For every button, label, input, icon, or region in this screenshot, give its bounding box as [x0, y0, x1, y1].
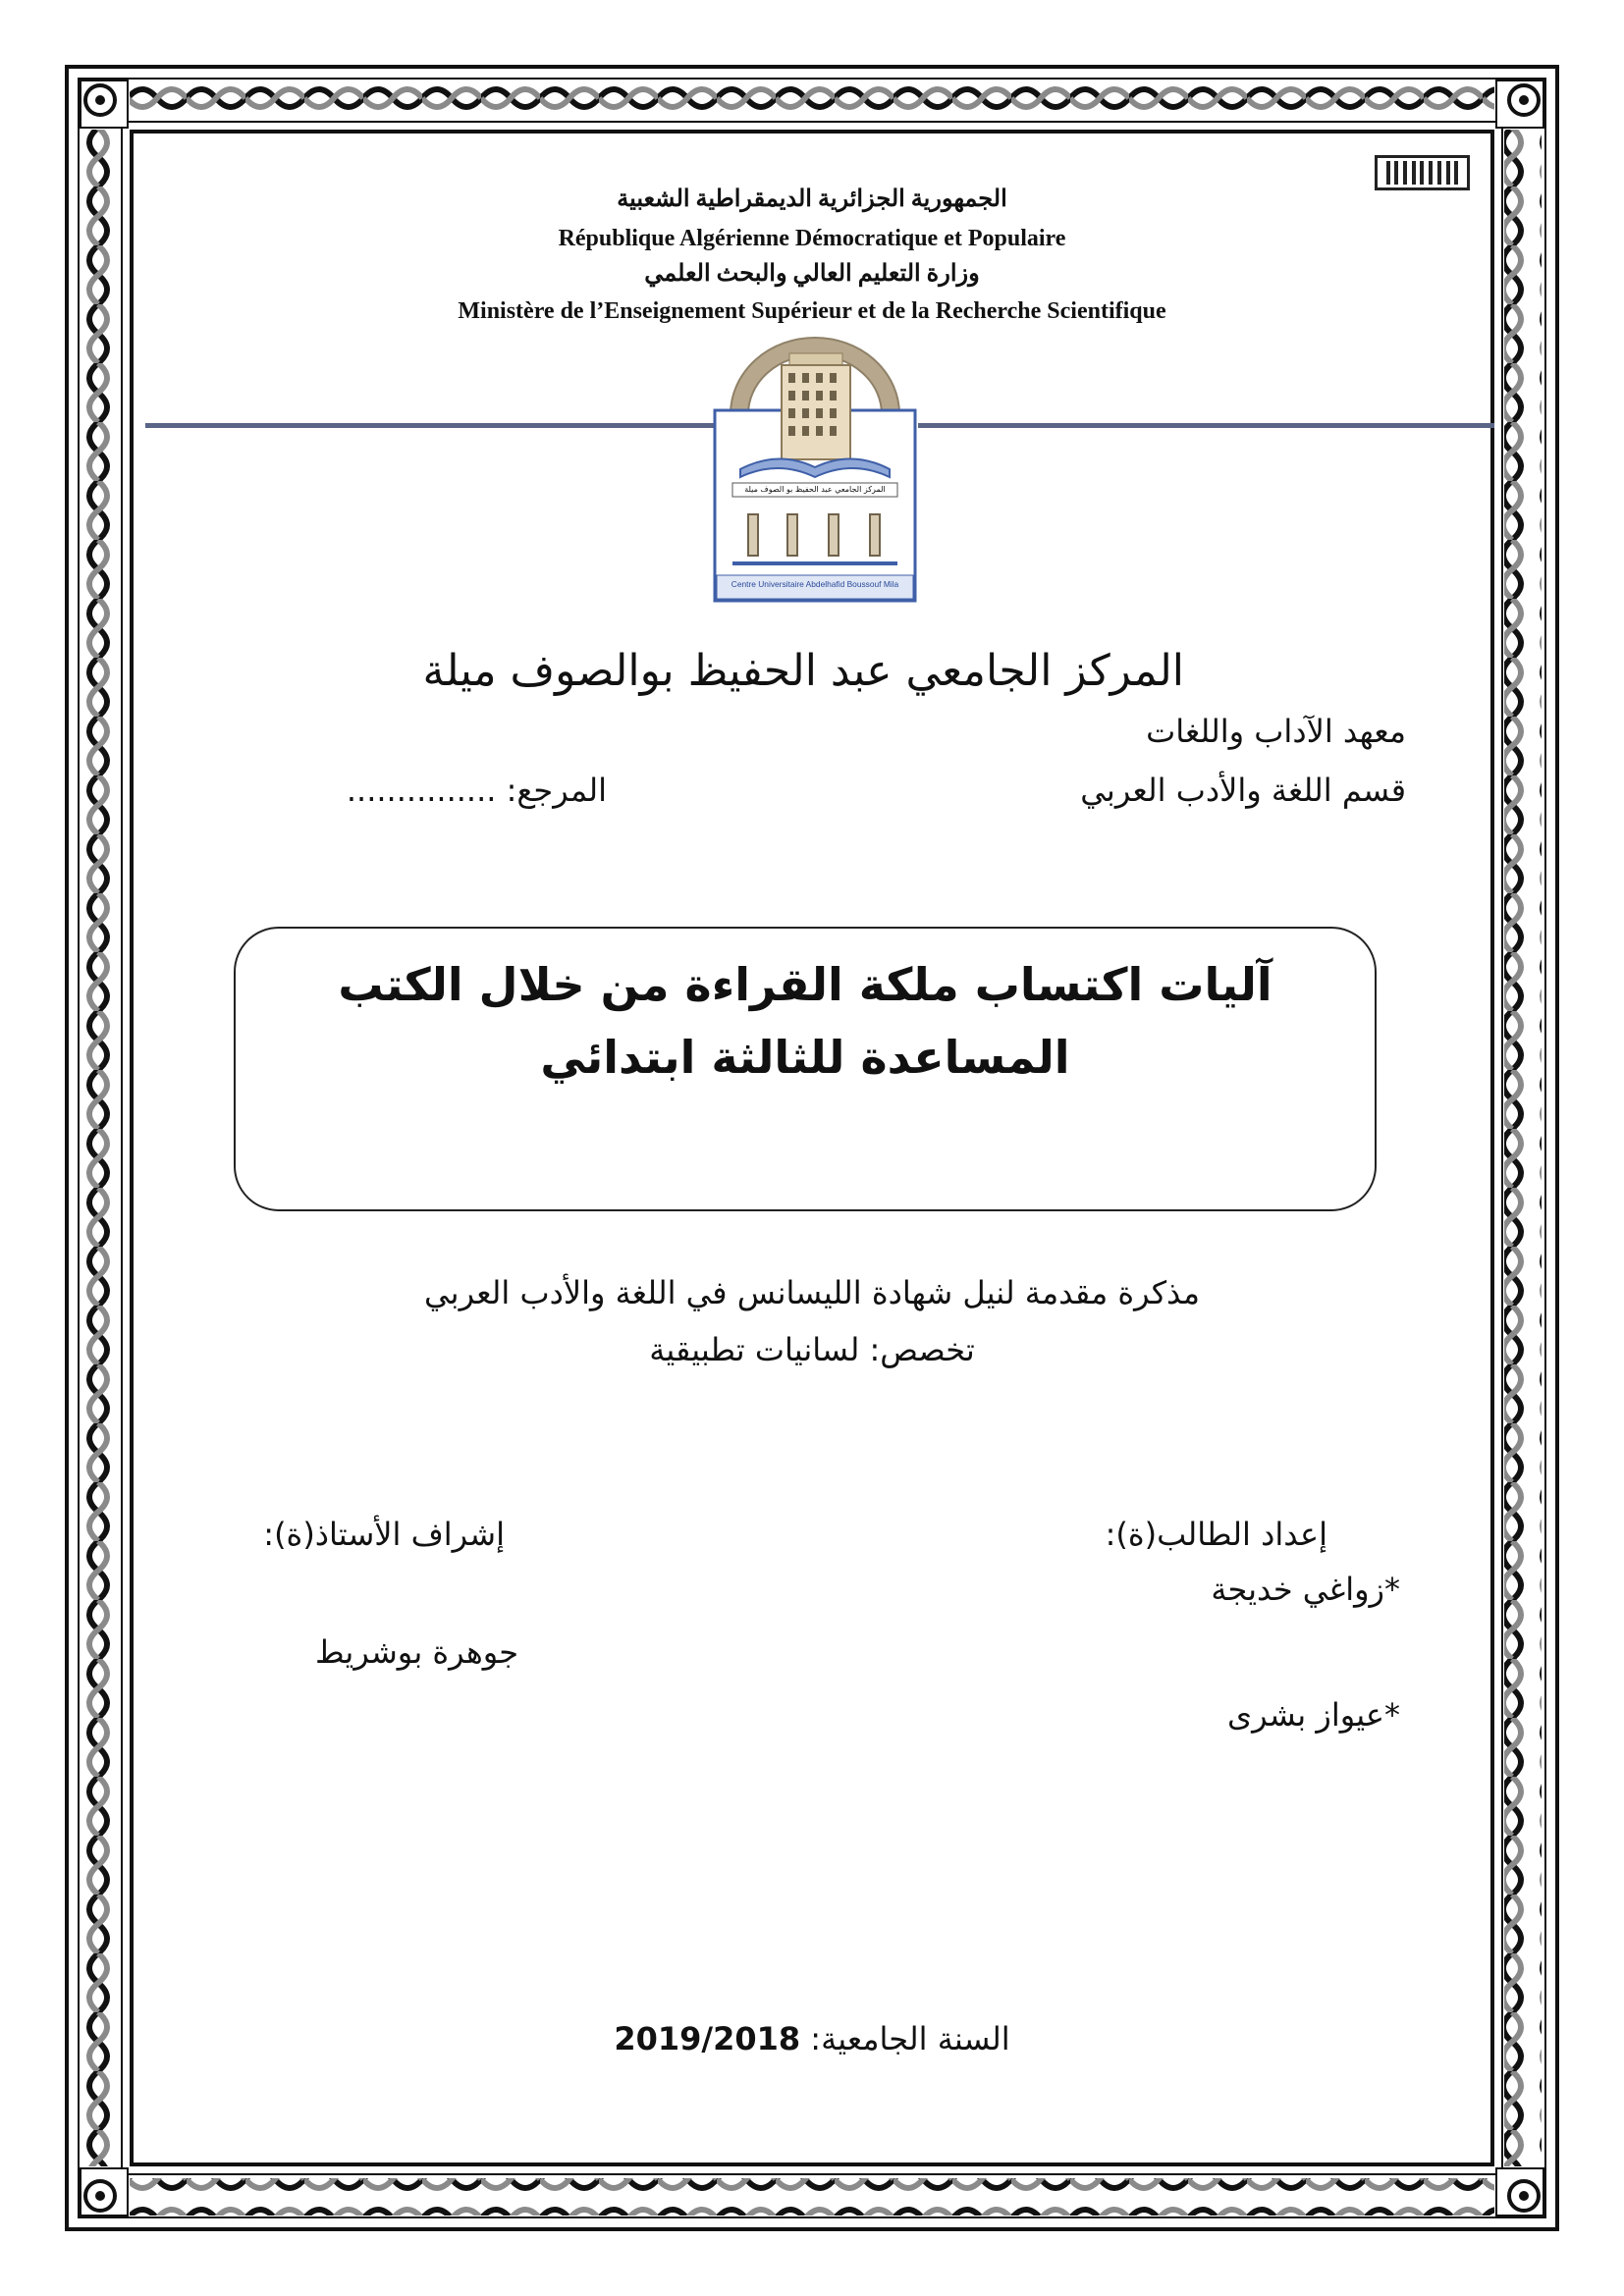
institute-name: معهد الآداب واللغات [1146, 713, 1406, 750]
department-name: قسم اللغة والأدب العربي [1080, 772, 1406, 809]
supervisor-label: إشراف الأستاذ(ة): [263, 1516, 505, 1553]
header-rule-right [918, 423, 1494, 428]
university-logo [713, 320, 917, 603]
student-name-2: *عيواز بشرى [1227, 1696, 1400, 1734]
republic-arabic: الجمهورية الجزائرية الديمقراطية الشعبية [617, 187, 1007, 212]
student-name-1: *زواغي خديجة [1211, 1571, 1400, 1608]
reference-field: المرجع: ............... [346, 772, 607, 809]
supervisor-name: جوهرة بوشريط [315, 1633, 518, 1671]
degree-statement: مذكرة مقدمة لنيل شهادة الليسانس في اللغة والأدب العربي [424, 1274, 1200, 1311]
academic-year-label: السنة الجامعية: [810, 2020, 1010, 2057]
ministry-arabic: وزارة التعليم العالي والبحث العلمي [644, 261, 980, 287]
ministry-french: Ministère de l’Enseignement Supérieur et de la Recherche Scientifique [458, 298, 1166, 324]
university-center-name: المركز الجامعي عبد الحفيظ بوالصوف ميلة [422, 646, 1184, 696]
header-rule-left [145, 423, 715, 428]
logo-ribbon-text: المركز الجامعي عبد الحفيظ بو الصوف ميلة [744, 485, 886, 494]
academic-year-value: 2019/2018 [614, 2020, 801, 2057]
students-label: إعداد الطالب(ة): [1105, 1516, 1327, 1553]
specialization: تخصص: لسانيات تطبيقية [649, 1331, 975, 1368]
academic-year [0, 2020, 1624, 2057]
thesis-title-line-2: المساعدة للثالثة ابتدائي [540, 1031, 1070, 1084]
republic-french: République Algérienne Démocratique et Populaire [558, 226, 1066, 251]
logo-caption: Centre Universitaire Abdelhafid Boussouf Mila [731, 579, 899, 589]
thesis-title-line-1: آليات اكتساب ملكة القراءة من خلال الكتب [338, 958, 1272, 1011]
